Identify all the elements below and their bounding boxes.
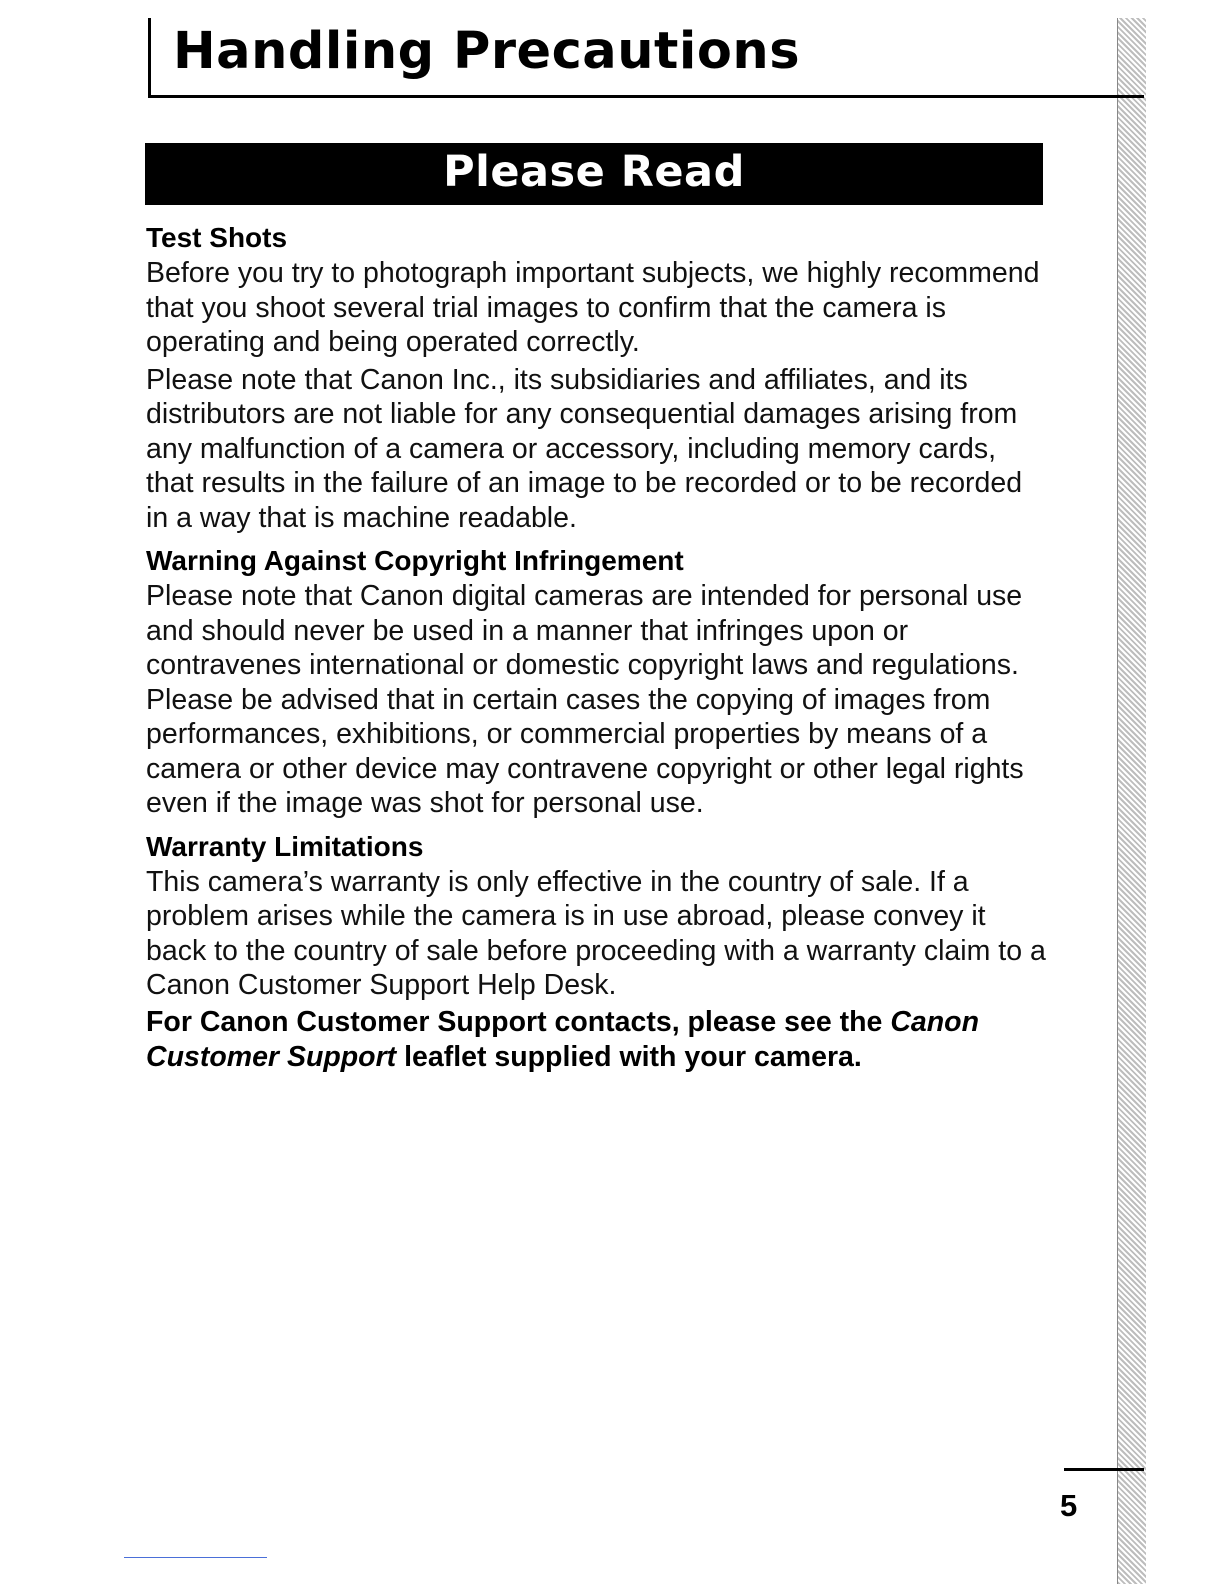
section-heading: Warning Against Copyright Infringement	[146, 545, 684, 576]
section-paragraph: This camera’s warranty is only effective in the country of sale. If a problem arises while the camera is in use abroad, please convey it back to the country of sale before proceeding with a warranty claim to a Canon Customer Support Help Desk.	[146, 865, 1046, 1001]
page-title-bar	[148, 18, 1144, 98]
support-note-lead: For Canon Customer Support contacts, please see the	[146, 1005, 891, 1038]
page-content	[146, 220, 1046, 1075]
page-number: 5	[1060, 1488, 1078, 1523]
section-paragraph: Please note that Canon Inc., its subsidiaries and affiliates, and its distributors are not liable for any consequential damages arising from any malfunction of a camera or accessory, including memory cards, that results in the failure of an image to be recorded or to be recorded in a way that is machine readable.	[146, 363, 1023, 534]
section-heading: Warranty Limitations	[146, 830, 424, 862]
footer-rule	[124, 1557, 267, 1558]
section-paragraph: Please note that Canon digital cameras are intended for personal use and should never be used in a manner that infringes upon or contravenes international or domestic copyright laws and regulations. Please be advised that in certain cases the copying of images from performances, exhibitions, or commercial properties by means of a camera or other device may contravene copyright or other legal rights even if the image was shot for personal use.	[146, 580, 1024, 819]
section-copyright-warning	[146, 543, 1046, 821]
section-paragraph: Before you try to photograph important subjects, we highly recommend that you shoot several trial images to confirm that the camera is operating and being operated correctly.	[146, 257, 1040, 358]
page-title: Handling Precautions	[173, 22, 801, 81]
section-warranty-limitations	[146, 829, 1046, 1003]
support-leaflet-title: Canon Customer Support	[146, 1005, 979, 1073]
page-number-rule	[1064, 1468, 1144, 1471]
banner-label: Please Read	[443, 147, 745, 197]
please-read-banner	[145, 143, 1043, 205]
support-note-tail: leaflet supplied with your camera.	[396, 1040, 862, 1073]
customer-support-note	[146, 1005, 1046, 1075]
side-index-tab	[1117, 18, 1146, 1584]
section-heading: Test Shots	[146, 222, 288, 253]
section-test-shots	[146, 220, 1046, 535]
